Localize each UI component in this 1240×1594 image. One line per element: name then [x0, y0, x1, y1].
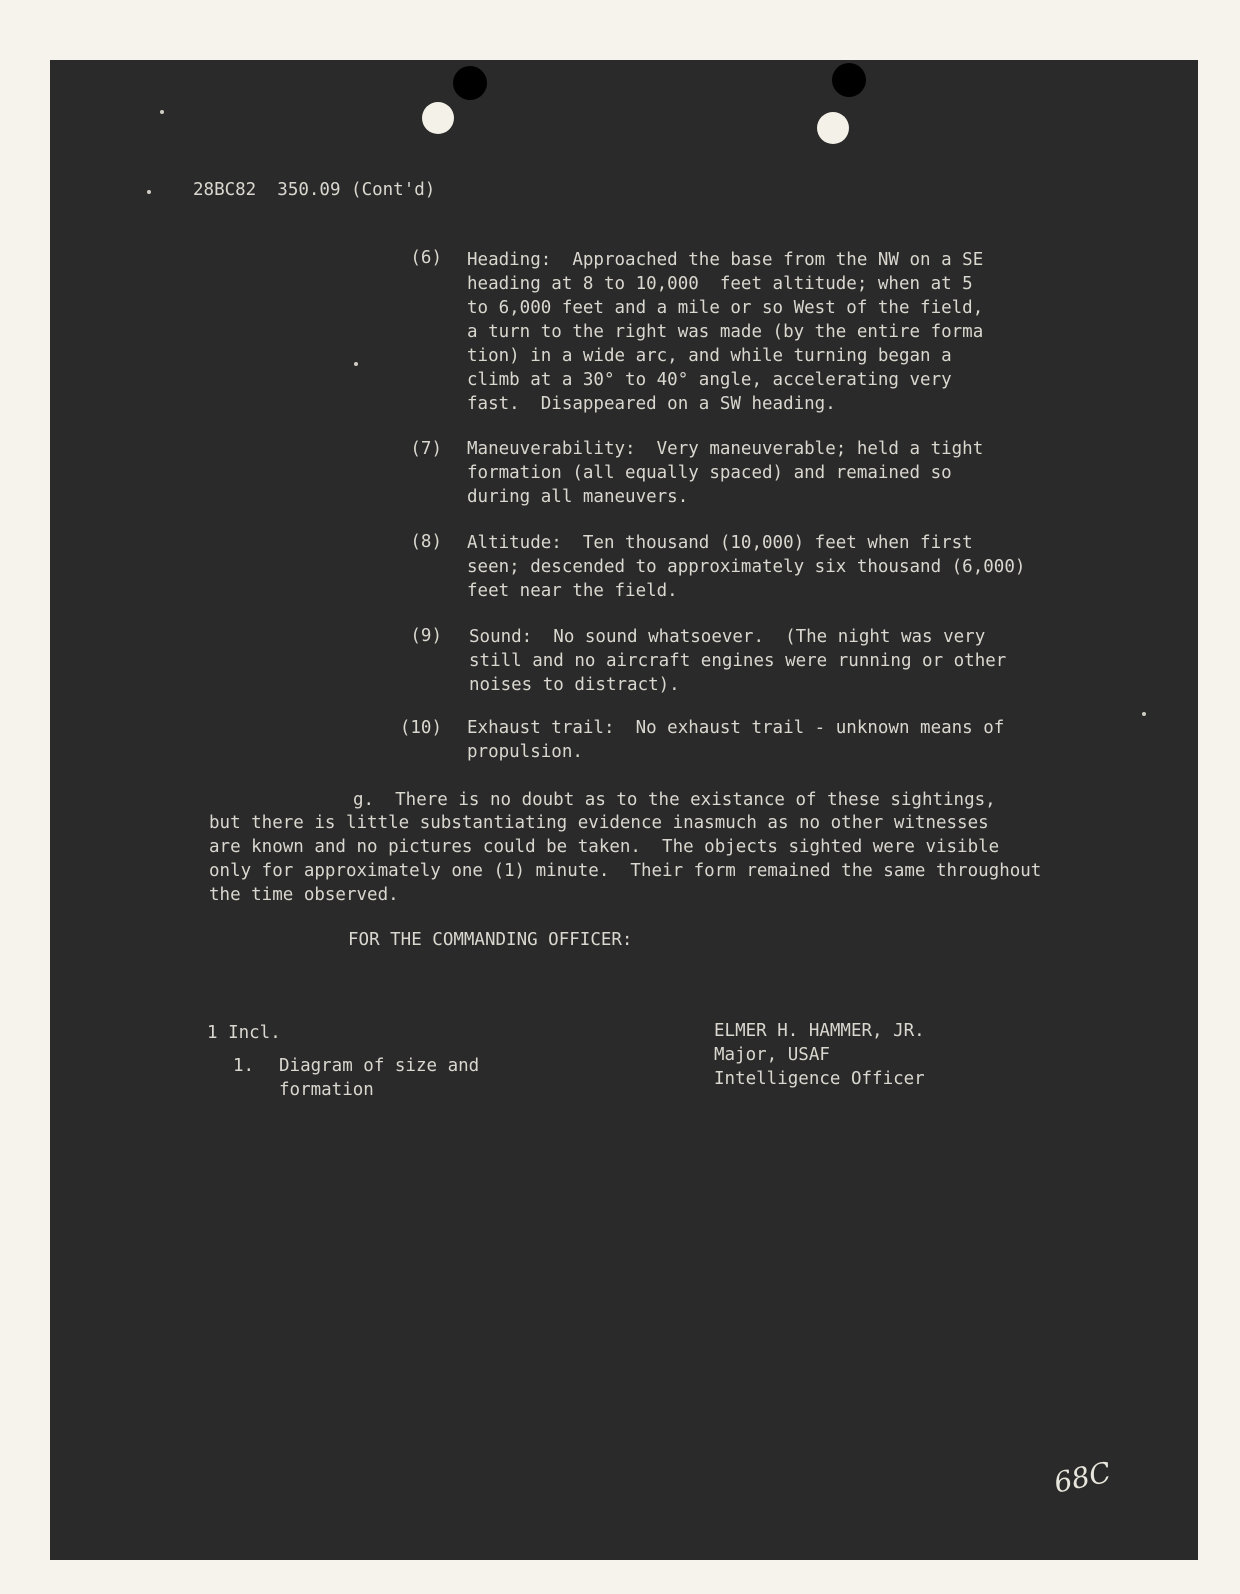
item-number-10: (10): [399, 718, 442, 738]
text-line: Exhaust trail: No exhaust trail - unknown means of: [467, 718, 1005, 738]
text-line: tion) in a wide arc, and while turning began a: [467, 346, 952, 366]
text-line: Altitude: Ten thousand (10,000) feet when first: [467, 533, 973, 553]
signature-rank: Major, USAF: [714, 1045, 830, 1065]
closing-line: FOR THE COMMANDING OFFICER:: [348, 930, 633, 950]
text-line: but there is little substantiating evidence inasmuch as no other witnesses: [209, 813, 989, 833]
punch-hole-left: [453, 66, 487, 100]
text-line: heading at 8 to 10,000 feet altitude; when at 5: [467, 274, 973, 294]
text-line: formation (all equally spaced) and remained so: [467, 463, 952, 483]
punch-hole-right-lower: [817, 112, 849, 144]
reference-header: 28BC82 350.09 (Cont'd): [193, 180, 436, 200]
item-10-text: [467, 716, 1004, 764]
item-6-text: [467, 248, 983, 416]
speck: [160, 110, 164, 114]
paragraph-g-body: [209, 811, 1041, 907]
speck: [147, 190, 151, 194]
text-line: propulsion.: [467, 742, 583, 762]
punch-hole-left-lower: [422, 102, 454, 134]
signature-block: [714, 1019, 925, 1091]
handwritten-page-mark: 68C: [1051, 1455, 1114, 1500]
text-line: still and no aircraft engines were running or other: [469, 651, 1007, 671]
text-line: are known and no pictures could be taken. The objects sighted were visible: [209, 837, 1000, 857]
signature-title: Intelligence Officer: [714, 1069, 925, 1089]
item-number-9: (9): [410, 626, 442, 646]
document-page: [50, 60, 1198, 1560]
inclosure-item-number: 1.: [233, 1056, 255, 1076]
text-line: noises to distract).: [469, 675, 680, 695]
inclosure-item-text: [279, 1054, 479, 1102]
signature-name: ELMER H. HAMMER, JR.: [714, 1021, 925, 1041]
text-line: feet near the field.: [467, 581, 678, 601]
text-line: the time observed.: [209, 885, 399, 905]
text-line: fast. Disappeared on a SW heading.: [467, 394, 836, 414]
paragraph-g-line-1: g. There is no doubt as to the existance of these sightings,: [353, 790, 996, 810]
inclosure-heading: 1 Incl.: [207, 1023, 281, 1043]
text-line: a turn to the right was made (by the entire forma: [467, 322, 984, 342]
text-line: Sound: No sound whatsoever. (The night was very: [469, 627, 986, 647]
text-line: Heading: Approached the base from the NW on a SE: [467, 250, 984, 270]
text-line: during all maneuvers.: [467, 487, 689, 507]
punch-hole-right: [832, 63, 866, 97]
text-line: to 6,000 feet and a mile or so West of the field,: [467, 298, 984, 318]
text-line: Maneuverability: Very maneuverable; held a tight: [467, 439, 984, 459]
item-number-7: (7): [410, 439, 442, 459]
item-7-text: [467, 437, 983, 509]
text-line: only for approximately one (1) minute. Their form remained the same throughout: [209, 861, 1042, 881]
item-number-8: (8): [410, 532, 442, 552]
item-8-text: [467, 531, 1025, 603]
item-number-6: (6): [410, 248, 442, 268]
text-line: climb at a 30° to 40° angle, accelerating very: [467, 370, 952, 390]
text-line: formation: [279, 1080, 374, 1100]
text-line: Diagram of size and: [279, 1056, 480, 1076]
speck: [1142, 712, 1146, 716]
item-9-text: [469, 625, 1006, 697]
speck: [354, 362, 358, 366]
text-line: seen; descended to approximately six thousand (6,000): [467, 557, 1026, 577]
